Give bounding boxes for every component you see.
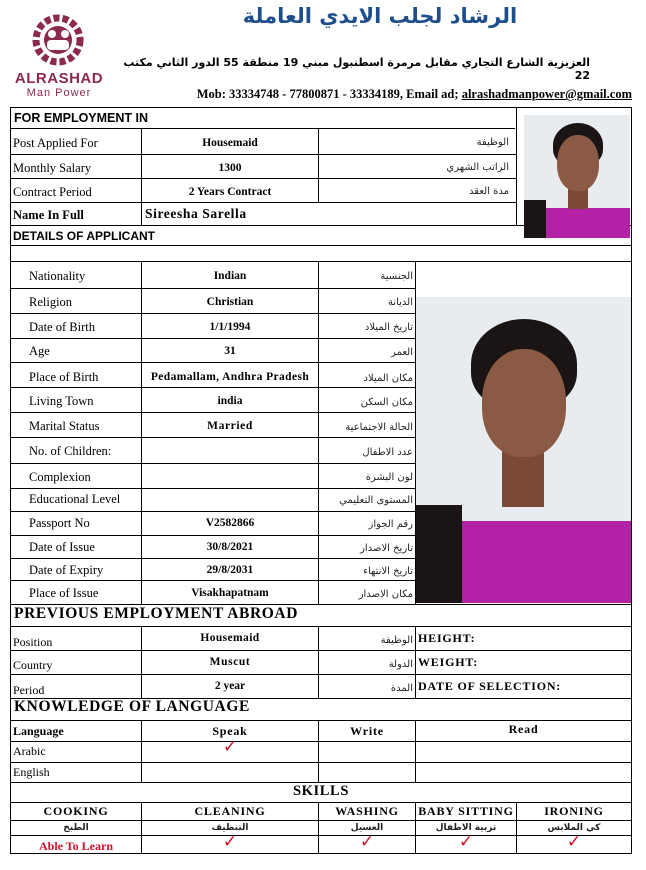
nationality-label: Nationality [29,269,86,283]
marital-status-arabic: الحالة الاجتماعية [345,422,413,433]
expiry-date-label: Date of Expiry [29,563,104,577]
children-label: No. of Children: [29,444,112,458]
complexion-arabic: لون البشرة [365,472,413,483]
monthly-salary-arabic: الراتب الشهري [446,162,509,173]
birthplace-label: Place of Birth [29,370,99,384]
logo-text: ALRASHAD [14,70,104,87]
write-col-header: Write [350,724,384,738]
contract-period-label: Contract Period [13,185,92,199]
previous-employment-heading: PREVIOUS EMPLOYMENT ABROAD [14,605,299,622]
prev-period-value: 2 year [214,680,246,692]
skill-washing-check-icon: ✓ [359,832,375,852]
skill-washing-arabic: الغسيل [350,823,384,833]
contract-period-value: 2 Years Contract [188,186,272,198]
complexion-label: Complexion [29,470,91,484]
prev-country-arabic: الدولة [388,659,413,670]
skill-cooking-value: Able To Learn [38,839,113,853]
expiry-date-arabic: تاريخ الانتهاء [363,566,413,577]
issue-place-label: Place of Issue [29,586,99,600]
height-label: HEIGHT: [418,631,476,645]
expiry-date-value: 29/8/2031 [206,564,254,576]
prev-period-arabic: المدة [390,683,413,694]
contact-line [110,87,632,102]
company-arabic-address: العزيزية الشارع التجاري مقابل مرمرة اسطنبول مبني 19 منطقة 55 الدور الثاني مكتب 22 [123,56,590,82]
skill-baby-sitting-check-icon: ✓ [458,832,474,852]
post-applied-arabic: الوظيفة [476,137,509,148]
education-label: Educational Level [29,492,121,506]
issue-date-value: 30/8/2021 [206,541,254,553]
skill-washing-label: WASHING [335,804,399,818]
skill-baby-sitting-arabic: تربية الاطفال [435,823,497,833]
application-form [10,107,632,854]
skill-ironing-check-icon: ✓ [566,832,582,852]
prev-period-label: Period [13,683,45,697]
education-arabic: المستوى التعليمي [339,495,413,506]
birthplace-value: Pedamallam, Andhra Pradesh [150,371,310,383]
logo-subtext: Man Power [26,87,92,99]
language-heading: KNOWLEDGE OF LANGUAGE [14,698,250,715]
religion-value: Christian [206,296,254,308]
marital-status-label: Marital Status [29,419,100,433]
issue-date-arabic: تاريخ الاصدار [360,543,413,554]
marital-status-value: Married [207,420,253,432]
nationality-arabic: الجنسية [380,271,413,282]
applicant-photo-large [416,297,631,603]
skill-cooking-arabic: الطبخ [63,823,89,833]
prev-position-label: Position [13,635,53,649]
english-language-label: English [13,765,50,779]
dob-label: Date of Birth [29,320,95,334]
skill-cleaning-label: CLEANING [194,804,266,818]
speak-col-header: Speak [212,724,248,738]
skill-ironing-arabic: كي الملابس [547,823,601,833]
applicant-heading: DETAILS OF APPLICANT [13,229,155,243]
dob-value: 1/1/1994 [209,321,251,333]
contract-period-arabic: مدة العقد [469,186,509,197]
issue-place-value: Visakhapatnam [191,587,269,599]
dob-arabic: تاريخ الميلاد [364,322,413,333]
issue-place-arabic: مكان الاصدار [358,589,413,600]
date-of-selection-label: DATE OF SELECTION: [418,679,562,693]
age-value: 31 [224,345,236,357]
read-col-header: Read [508,722,539,736]
prev-country-value: Muscut [209,656,251,668]
children-arabic: عدد الاطفال [362,447,413,458]
skill-cleaning-check-icon: ✓ [222,832,238,852]
arabic-speak-check-icon: ✓ [222,737,238,757]
passport-no-value: V2582866 [205,517,255,529]
prev-position-value: Housemaid [200,632,260,644]
post-applied-value: Housemaid [202,137,258,149]
employment-heading: FOR EMPLOYMENT IN [14,111,149,125]
applicant-photo-small [524,115,630,238]
birthplace-arabic: مكان الميلاد [363,373,413,384]
contact-phones: Mob: 33334748 - 77800871 - 33334189, Email ad; [196,87,462,101]
passport-no-arabic: رقم الجواز [368,519,413,530]
weight-label: WEIGHT: [418,655,479,669]
skill-baby-sitting-label: BABY SITTING [418,804,514,818]
full-name-value: Sireesha Sarella [145,206,247,221]
skill-cooking-label: COOKING [43,804,109,818]
monthly-salary-label: Monthly Salary [13,161,92,175]
post-applied-label: Post Applied For [13,136,98,150]
living-town-arabic: مكان السكن [360,397,413,408]
skill-ironing-label: IRONING [544,804,604,818]
religion-label: Religion [29,295,73,309]
passport-no-label: Passport No [29,516,90,530]
issue-date-label: Date of Issue [29,540,95,554]
age-arabic: العمر [391,347,413,358]
monthly-salary-value: 1300 [218,162,242,174]
prev-position-arabic: الوظيفة [380,635,413,646]
skill-cleaning-arabic: التنظيف [211,823,249,833]
religion-arabic: الديانة [387,297,413,308]
skills-heading: SKILLS [293,783,349,799]
living-town-label: Living Town [29,394,94,408]
full-name-label: Name In Full [13,208,84,222]
language-col-header: Language [13,724,64,738]
living-town-value: india [217,395,243,407]
contact-email-link[interactable]: alrashadmanpower@gmail.com [461,87,632,101]
arabic-language-label: Arabic [13,744,46,758]
prev-country-label: Country [13,658,53,672]
company-arabic-title: الرشاد لجلب الايدي العاملة [242,4,518,28]
nationality-value: Indian [213,270,247,282]
age-label: Age [29,344,50,358]
